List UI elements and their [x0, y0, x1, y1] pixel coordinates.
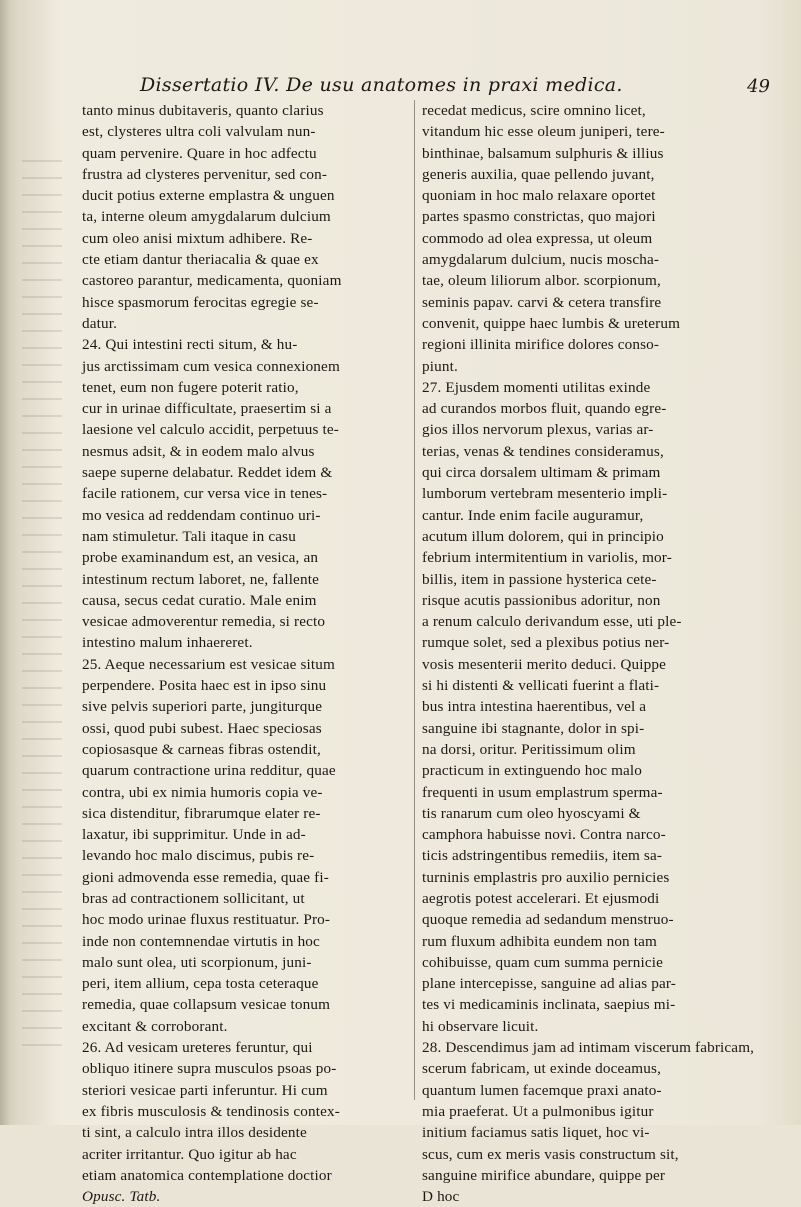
text-line: partes spasmo constrictas, quo majori — [422, 208, 656, 226]
text-line: binthinae, balsamum sulphuris & illius — [422, 144, 664, 162]
text-line: camphora habuisse novi. Contra narco- — [422, 826, 666, 844]
text-line: est, clysteres ultra coli valvulam nun- — [82, 123, 316, 141]
text-line: rumque solet, sed a plexibus potius ner- — [422, 634, 670, 652]
text-line: amygdalarum dulcium, nucis moscha- — [422, 251, 660, 269]
text-line: obliquo itinere supra musculos psoas po- — [82, 1060, 337, 1078]
text-line: sanguine mirifice abundare, quippe per — [422, 1166, 666, 1184]
text-line: steriori vesicae parti inferuntur. Hi cum — [82, 1081, 328, 1099]
text-line: sive pelvis superiori parte, jungiturque — [82, 698, 323, 716]
text-line: nam stimuletur. Tali itaque in casu — [82, 527, 296, 545]
text-line: vosis mesenterii merito deduci. Quippe — [422, 655, 667, 673]
text-line: levando hoc malo discimus, pubis re- — [82, 847, 315, 865]
text-line: generis auxilia, quae pellendo juvant, — [422, 165, 655, 183]
text-line: castoreo parantur, medicamenta, quoniam — [82, 272, 342, 290]
binding-gutter — [0, 0, 70, 1125]
text-line: commodo ad olea expressa, ut oleum — [422, 229, 653, 247]
text-line: gioni admovenda esse remedia, quae fi- — [82, 868, 329, 886]
text-line: saepe superne delabatur. Reddet idem & — [82, 464, 333, 482]
gutter-bleedthrough — [22, 160, 62, 1060]
text-line: qui circa dorsalem ultimam & primam — [422, 464, 661, 482]
text-line: ti sint, a calculo intra illos desidente — [82, 1124, 307, 1142]
text-line: gios illos nervorum plexus, varias ar- — [422, 421, 654, 439]
text-line: hi observare licuit. — [422, 1017, 539, 1035]
text-line: acutum illum dolorem, qui in principio — [422, 527, 664, 545]
text-line: intestinum rectum laboret, ne, fallente — [82, 570, 319, 588]
text-line: datur. — [82, 314, 118, 332]
text-line: cohibuisse, quam cum summa pernicie — [422, 953, 664, 971]
text-line: excitant & corroborant. — [82, 1017, 228, 1035]
text-line: si hi distenti & vellicati fuerint a flati- — [422, 677, 660, 695]
text-line: febrium intermitentium in variolis, mor- — [422, 549, 672, 567]
text-line: terias, venas & tendines consideramus, — [422, 442, 664, 460]
text-line: initium faciamus satis liquet, hoc vi- — [422, 1124, 650, 1142]
text-line: jus arctissimam cum vesica connexionem — [82, 357, 340, 375]
text-line: probe examinandum est, an vesica, an — [82, 549, 319, 567]
text-line: intestino malum inhaereret. — [82, 634, 253, 652]
text-line: tes vi medicaminis inclinata, saepius mi- — [422, 996, 676, 1014]
text-line: 28. Descendimus jam ad intimam viscerum fabricam, — [422, 1039, 755, 1057]
text-line: 25. Aeque necessarium est vesicae situm — [82, 655, 335, 673]
text-line: hisce spasmorum ferocitas egregie se- — [82, 293, 319, 311]
text-line: tae, oleum liliorum albor. scorpionum, — [422, 272, 661, 290]
text-line: turninis emplastris pro auxilio pernicies — [422, 868, 670, 886]
page-number: 49 — [747, 76, 770, 97]
text-line: quarum contractione urina redditur, quae — [82, 762, 336, 780]
text-line: regioni illinita mirifice dolores conso- — [422, 336, 660, 354]
text-line: billis, item in passione hysterica cete- — [422, 570, 657, 588]
text-line: acriter irritantur. Quo igitur ab hac — [82, 1145, 297, 1163]
text-line: quantum lumen facemque praxi anato- — [422, 1081, 662, 1099]
text-line: aegrotis potest accelerari. Et ejusmodi — [422, 889, 660, 907]
text-line: tanto minus dubitaveris, quanto clarius — [82, 102, 324, 119]
text-line: scus, cum ex meris vasis constructum sit, — [422, 1145, 679, 1163]
text-line: ad curandos morbos fluit, quando egre- — [422, 400, 667, 418]
text-line: na dorsi, oritur. Peritissimum olim — [422, 740, 636, 758]
text-line: frustra ad clysteres pervenitur, sed con- — [82, 165, 328, 183]
text-line: cum oleo anisi mixtum adhibere. Re- — [82, 229, 313, 247]
text-line: tis ranarum cum oleo hyoscyami & — [422, 804, 641, 822]
text-line: rum fluxum adhibita eundem non tam — [422, 932, 657, 950]
text-line: hoc modo urinae fluxus restituatur. Pro- — [82, 911, 331, 929]
text-line: vitandum hic esse oleum juniperi, tere- — [422, 123, 665, 141]
left-text-column — [82, 100, 408, 1207]
text-line: seminis papav. carvi & cetera transfire — [422, 293, 662, 311]
text-line: piunt. — [422, 357, 458, 375]
text-line: etiam anatomica contemplatione doctior — [82, 1166, 332, 1184]
text-line: contra, ubi ex nimia humoris copia ve- — [82, 783, 323, 801]
text-line: cur in urinae difficultate, praesertim si a — [82, 400, 332, 418]
text-line: cte etiam dantur theriacalia & quae ex — [82, 251, 319, 269]
text-line: ticis adstringentibus remediis, item sa- — [422, 847, 663, 865]
text-line: peri, item allium, cepa tosta ceteraque — [82, 975, 319, 993]
text-line: lumborum vertebram mesenterio impli- — [422, 485, 668, 503]
text-line: quoniam in hoc malo relaxare oportet — [422, 187, 656, 205]
text-line: quam pervenire. Quare in hoc adfectu — [82, 144, 317, 162]
text-line: mia praeferat. Ut a pulmonibus igitur — [422, 1102, 654, 1120]
text-line: nesmus adsit, & in eodem malo alvus — [82, 442, 315, 460]
text-line: plane intercepisse, sanguine ad alias par- — [422, 975, 676, 993]
text-line: inde non contemnendae virtutis in hoc — [82, 932, 320, 950]
text-line: ex fibris musculosis & tendinosis contex- — [82, 1102, 340, 1120]
text-line: Opusc. Tatb. — [82, 1188, 161, 1206]
text-line: risque acutis passionibus adoritur, non — [422, 591, 661, 609]
text-line: laxatur, ibi supprimitur. Unde in ad- — [82, 826, 306, 844]
text-line: practicum in extinguendo hoc malo — [422, 762, 643, 780]
text-line: malo sunt olea, uti scorpionum, juni- — [82, 953, 312, 971]
text-line: remedia, quae collapsum vesicae tonum — [82, 996, 331, 1014]
text-line: frequenti in usum emplastrum sperma- — [422, 783, 663, 801]
column-divider — [414, 100, 415, 1100]
text-line: ossi, quod pubi subest. Haec speciosas — [82, 719, 322, 737]
text-line: scerum fabricam, ut exinde doceamus, — [422, 1060, 662, 1078]
running-head: Dissertatio IV. De usu anatomes in praxi medica. — [140, 74, 623, 96]
text-line: ta, interne oleum amygdalarum dulcium — [82, 208, 331, 226]
text-line: facile rationem, cur versa vice in tenes- — [82, 485, 328, 503]
text-line: bus intra intestina haerentibus, vel a — [422, 698, 647, 716]
text-line: vesicae admoverentur remedia, si recto — [82, 613, 326, 631]
text-line: bras ad contractionem sollicitant, ut — [82, 889, 305, 907]
text-line: copiosasque & carneas fibras ostendit, — [82, 740, 321, 758]
text-line: ducit potius externe emplastra & unguen — [82, 187, 335, 205]
text-line: mo vesica ad reddendam continuo uri- — [82, 506, 321, 524]
text-line: perpendere. Posita haec est in ipso sinu — [82, 677, 327, 695]
text-line: cantur. Inde enim facile auguramur, — [422, 506, 644, 524]
right-text-column — [422, 100, 760, 1207]
text-line: 24. Qui intestini recti situm, & hu- — [82, 336, 298, 354]
text-line: convenit, quippe haec lumbis & ureterum — [422, 314, 681, 332]
text-line: quoque remedia ad sedandum menstruo- — [422, 911, 674, 929]
text-line: 27. Ejusdem momenti utilitas exinde — [422, 378, 651, 396]
text-line: tenet, eum non fugere poterit ratio, — [82, 378, 299, 396]
text-line: a renum calculo derivandum esse, uti ple- — [422, 613, 682, 631]
text-line: sica distenditur, fibrarumque elater re- — [82, 804, 321, 822]
text-line: causa, secus cedat curatio. Male enim — [82, 591, 317, 609]
text-line: sanguine ibi stagnante, dolor in spi- — [422, 719, 645, 737]
text-line: 26. Ad vesicam ureteres feruntur, qui — [82, 1039, 313, 1057]
text-line: laesione vel calculo accidit, perpetuus te- — [82, 421, 339, 439]
text-line: D hoc — [422, 1188, 460, 1206]
text-line: recedat medicus, scire omnino licet, — [422, 102, 646, 119]
